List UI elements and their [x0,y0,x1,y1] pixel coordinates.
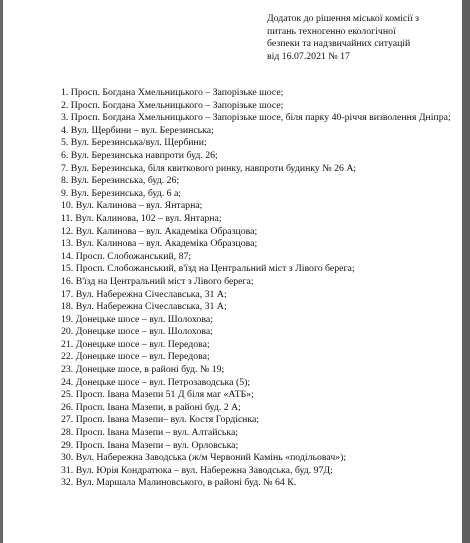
list-item: 19. Донецьке шосе – вул. Шолохова; [61,313,213,325]
list-item: 25. Просп. Івана Мазепи 51 Д біля маг «АТБ»; [61,389,254,401]
address-list [61,87,456,490]
list-item: 1. Просп. Богдана Хмельницького – Запорізьке шосе; [61,87,284,98]
list-item: 12. Вул. Калинова – вул. Академіка Образцова; [61,225,258,237]
list-item: 29. Просп. Івана Мазепи – вул. Орловська; [61,439,239,451]
header-line: питань техногенно екологічної [267,25,396,37]
list-item: 8. Вул. Березинська, буд. 26; [61,175,180,187]
list-item: 4. Вул. Щербини – вул. Березинська; [61,124,214,136]
list-item: 20. Донецьке шосе – вул. Шолохова; [61,326,213,338]
header-line: від 16.07.2021 № 17 [267,50,350,62]
list-item: 11. Вул. Калинова, 102 – вул. Янтарна; [61,212,222,224]
list-item: 3. Просп. Богдана Хмельницького – Запорізьке шосе, біля парку 40-річчя визволення Дніпра; [61,112,451,124]
list-item: 24. Донецьке шосе – вул. Петрозаводська (5); [61,376,251,388]
document-page [3,0,462,543]
header-line: Додаток до рішення міської комісії з [267,13,419,24]
list-item: 18. Вул. Набережна Січеславська, 31 А; [61,301,227,313]
viewer-scroll-edge[interactable] [462,0,470,543]
header-line: безпеки та надзвичайних ситуацій [267,38,411,50]
list-item: 32. Вул. Маршала Малиновського, в районі буд. № 64 К. [61,477,297,489]
list-item: 2. Просп. Богдана Хмельницького – Запорізьке шосе; [61,99,284,111]
list-item: 28. Просп. Івана Мазепи – вул. Алтайська; [61,427,239,439]
list-item: 26. Просп. Івана Мазепи, в районі буд. 2 А; [61,401,241,413]
list-item: 6. Вул. Березинська навпроти буд. 26; [61,149,218,161]
list-item: 16. В'їзд на Центральний міст з Лівого берега; [61,275,254,287]
list-item: 31. Вул. Юрія Кондратюка – вул. Набережна Заводська, буд. 97Д; [61,464,333,476]
list-item: 15. Просп. Слобожанський, в'їзд на Центральний міст з Лівого берега; [61,263,355,275]
list-item: 5. Вул. Березинська/вул. Щербини; [61,137,207,149]
list-item: 30. Вул. Набережна Заводська (ж/м Червоний Камінь «подільовач»); [61,452,347,464]
list-item: 7. Вул. Березинська, біля квиткового ринку, навпроти будинку № 26 А; [61,162,357,174]
list-item: 17. Вул. Набережна Січеславська, 31 А; [61,288,227,300]
list-item: 10. Вул. Калинова – вул. Янтарна; [61,200,203,212]
list-item: 27. Просп. Івана Мазепи– вул. Костя Гордієнка; [61,414,260,426]
list-item: 22. Донецьке шосе – вул. Передова; [61,351,210,363]
document-header-note [267,13,457,63]
list-item: 14. Просп. Слобожанський, 87; [61,250,192,262]
list-item: 21. Донецьке шосе – вул. Передова; [61,338,210,350]
list-item: 13. Вул. Калинова – вул. Академіка Образцова; [61,238,258,250]
list-item: 23. Донецьке шосе, в районі буд. № 19; [61,364,225,376]
list-item: 9. Вул. Березинська, буд. 6 а; [61,187,182,199]
